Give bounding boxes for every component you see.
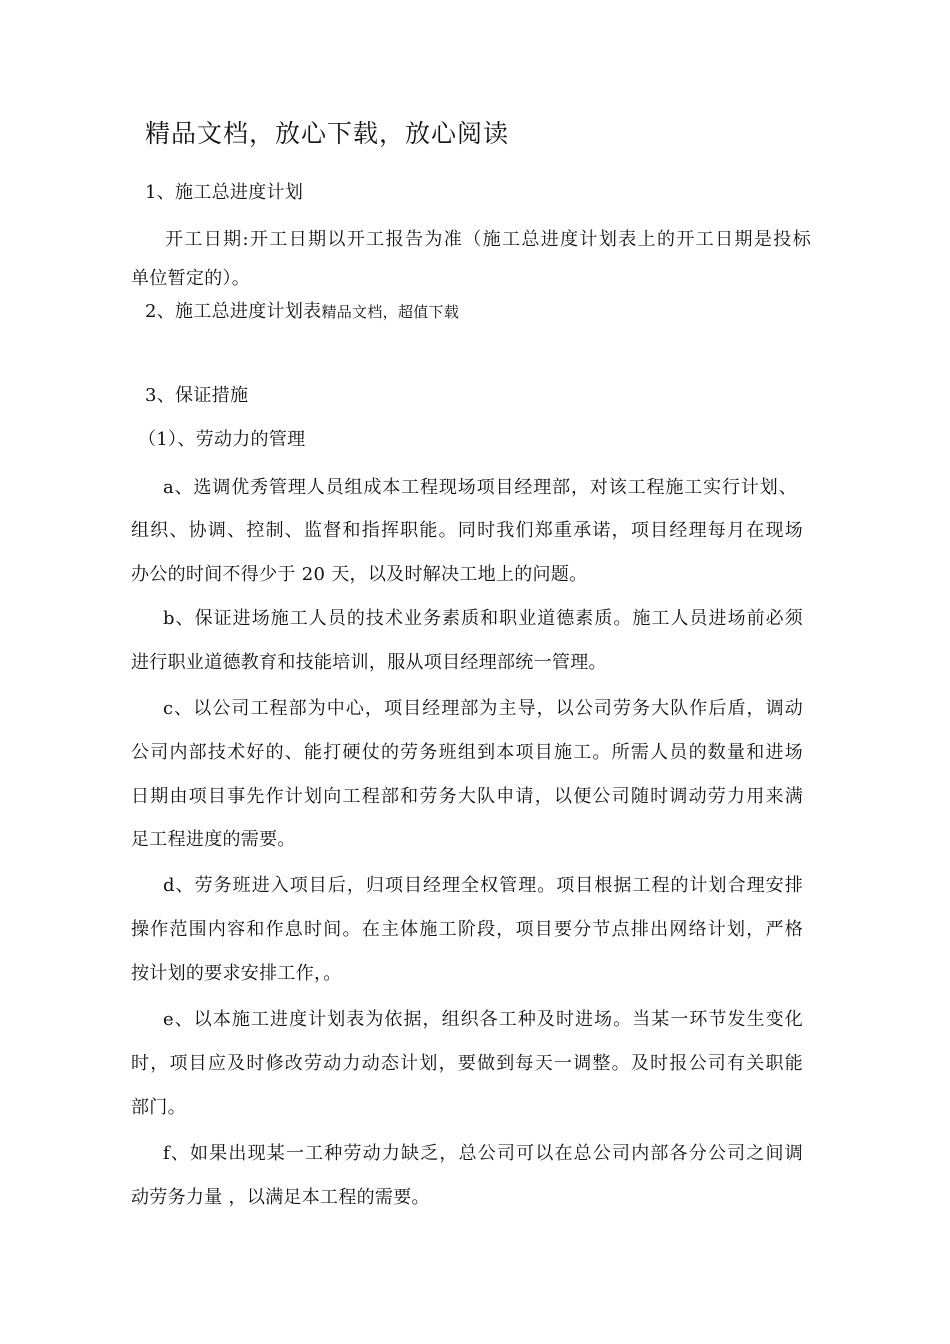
paragraph-line: 操作范围内容和作息时间。在主体施工阶段，项目要分节点排出网络计划，严格 — [131, 919, 803, 940]
paragraph-line: 进行职业道德教育和技能培训，服从项目经理部统一管理。 — [131, 652, 607, 673]
section-2-inline-note: 精品文档，超值下载 — [321, 303, 460, 321]
paragraph-line: 按计划的要求安排工作，。 — [131, 963, 342, 984]
paragraph-line: a、选调优秀管理人员组成本工程现场项目经理部，对该工程施工实行计划、 — [163, 477, 797, 498]
section-1-paragraph-line: 开工日期:开工日期以开工报告为准（施工总进度计划表上的开工日期是投标 — [165, 229, 811, 250]
page-banner: 精品文档，放心下载，放心阅读 — [145, 119, 510, 148]
paragraph-line: 组织、协调、控制、监督和指挥职能。同时我们郑重承诺，项目经理每月在现场 — [131, 520, 803, 541]
paragraph-line: b、保证进场施工人员的技术业务素质和职业道德素质。施工人员进场前必须 — [163, 608, 803, 629]
section-2-title: 2、施工总进度计划表 — [145, 301, 322, 322]
paragraph-line: f、如果出现某一工种劳动力缺乏，总公司可以在总公司内部各分公司之间调 — [163, 1143, 803, 1164]
paragraph-line: c、以公司工程部为中心，项目经理部为主导，以公司劳务大队作后盾，调动 — [163, 698, 803, 719]
paragraph-line: 公司内部技术好的、能打硬仗的劳务班组到本项目施工。所需人员的数量和进场 — [131, 742, 803, 763]
paragraph-line: e、以本施工进度计划表为依据，组织各工种及时进场。当某一环节发生变化 — [163, 1009, 803, 1030]
section-1-heading: 1、施工总进度计划 — [145, 182, 304, 203]
paragraph-line: d、劳务班进入项目后，归项目经理全权管理。项目根据工程的计划合理安排 — [163, 875, 803, 896]
section-3-subheading: （1）、劳动力的管理 — [138, 429, 306, 450]
paragraph-line: 时，项目应及时修改劳动力动态计划，要做到每天一调整。及时报公司有关职能 — [131, 1053, 803, 1074]
section-3-heading: 3、保证措施 — [145, 385, 249, 406]
paragraph-line: 动劳务力量 ，以满足本工程的需要。 — [131, 1187, 430, 1208]
section-2-heading — [145, 300, 459, 324]
paragraph-line: 部门。 — [131, 1097, 186, 1118]
section-1-paragraph-line: 单位暂定的）。 — [131, 268, 251, 289]
paragraph-line: 足工程进度的需要。 — [131, 829, 296, 850]
paragraph-line: 办公的时间不得少于 20 天，以及时解决工地上的问题。 — [131, 564, 588, 585]
paragraph-line: 日期由项目事先作计划向工程部和劳务大队申请，以便公司随时调动劳力用来满 — [131, 786, 803, 807]
